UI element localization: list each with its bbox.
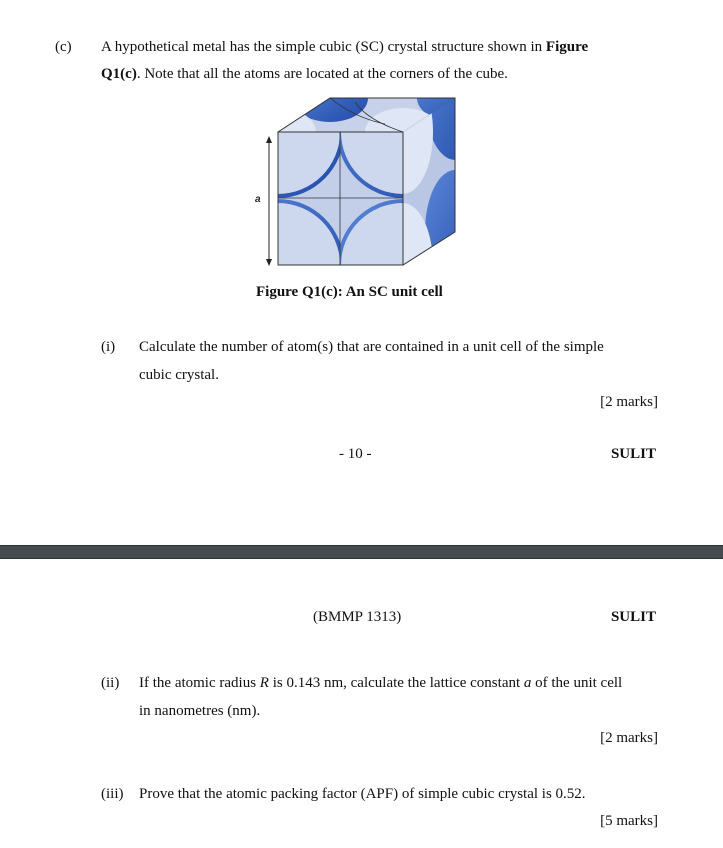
- q3-label: (iii): [101, 786, 124, 802]
- q1-line-1: Calculate the number of atom(s) that are contained in a unit cell of the simple: [139, 339, 604, 355]
- intro-line-1: [101, 38, 588, 56]
- q2-text-b: is 0.143 nm, calculate the lattice constant: [268, 675, 524, 691]
- axis-label-a: a: [255, 194, 261, 205]
- q2-label: (ii): [101, 675, 120, 691]
- q2-line-1: [139, 674, 622, 692]
- q2-var-a: a: [523, 675, 532, 691]
- q2-var-r: R: [259, 675, 269, 691]
- q2-text-a: If the atomic radius: [139, 675, 260, 691]
- q3-line-1: Prove that the atomic packing factor (APF) of simple cubic crystal is 0.52.: [139, 786, 586, 802]
- dimension-arrow: [266, 136, 272, 266]
- q1-marks: [2 marks]: [600, 394, 658, 410]
- page-number: - 10 -: [339, 446, 372, 462]
- part-label: (c): [55, 39, 72, 55]
- unit-cell-diagram: [255, 96, 460, 268]
- header-status: SULIT: [610, 609, 656, 625]
- q2-marks: [2 marks]: [600, 730, 658, 746]
- page-separator: [0, 545, 723, 559]
- intro-line-2: [101, 65, 508, 83]
- q3-marks: [5 marks]: [600, 813, 658, 829]
- q1-line-2: cubic crystal.: [139, 367, 219, 383]
- sc-unit-cell-figure: [255, 96, 460, 268]
- course-code: (BMMP 1313): [313, 609, 402, 625]
- q1-label: (i): [101, 339, 116, 355]
- intro-text: A hypothetical metal has the simple cubic (SC) crystal structure shown in: [101, 39, 546, 55]
- figure-caption: Figure Q1(c): An SC unit cell: [256, 284, 443, 300]
- footer-status: SULIT: [610, 446, 656, 462]
- figure-ref-id: Q1(c): [101, 66, 137, 82]
- q2-text-c: of the unit cell: [531, 675, 623, 691]
- figure-ref: Figure: [545, 39, 589, 55]
- q2-line-2: in nanometres (nm).: [139, 703, 261, 719]
- intro-text-rest: . Note that all the atoms are located at the corners of the cube.: [136, 66, 508, 82]
